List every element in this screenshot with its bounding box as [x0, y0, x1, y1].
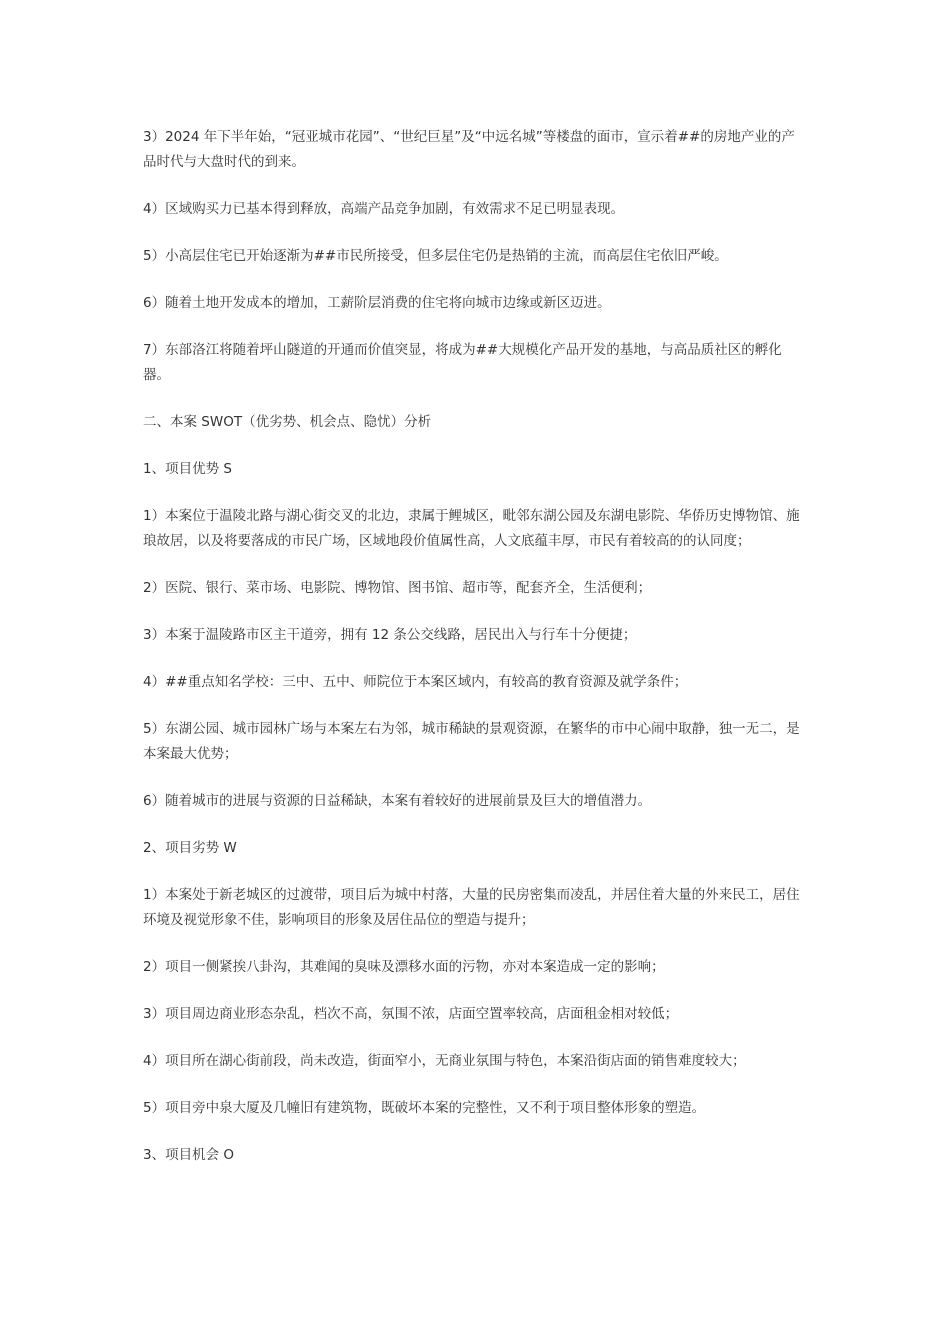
- strength-item-growth: 6）随着城市的进展与资源的日益稀缺，本案有着较好的进展前景及巨大的增值潜力。: [143, 793, 652, 809]
- subheading-strengths: 1、项目优势 S: [143, 461, 232, 477]
- document-body: [143, 125, 808, 1190]
- paragraph-mid-rise-housing: 5）小高层住宅已开始逐渐为##市民所接受，但多层住宅仍是热销的主流，而高层住宅依旧严峻。: [143, 248, 728, 264]
- strength-item-transport: 3）本案于温陵路市区主干道旁，拥有 12 条公交线路，居民出入与行车十分便捷；: [143, 627, 637, 643]
- weakness-item-ditch: 2）项目一侧紧挨八卦沟，其难闻的臭味及漂移水面的污物，亦对本案造成一定的影响；: [143, 959, 665, 975]
- paragraph-east-luojiang: 7）东部洛江将随着坪山隧道的开通而价值突显，将成为##大规模化产品开发的基地，与高品质社区的孵化器。: [143, 342, 782, 383]
- weakness-item-commerce: 3）项目周边商业形态杂乱，档次不高，氛围不浓，店面空置率较高，店面租金相对较低；: [143, 1006, 679, 1022]
- strength-item-facilities: 2）医院、银行、菜市场、电影院、博物馆、图书馆、超市等，配套齐全，生活便利；: [143, 580, 652, 596]
- strength-item-schools: 4）##重点知名学校：三中、五中、师院位于本案区域内，有较高的教育资源及就学条件；: [143, 674, 688, 690]
- section-heading-swot: 二、本案 SWOT（优劣势、机会点、隐忧）分析: [143, 414, 432, 430]
- paragraph-land-cost: 6）随着土地开发成本的增加，工薪阶层消费的住宅将向城市边缘或新区迈进。: [143, 295, 611, 311]
- subheading-weaknesses: 2、项目劣势 W: [143, 840, 237, 856]
- subheading-opportunities: 3、项目机会 O: [143, 1147, 235, 1163]
- paragraph-purchasing-power: 4）区域购买力已基本得到释放，高端产品竞争加剧，有效需求不足已明显表现。: [143, 201, 625, 217]
- paragraph-market-era: 3）2024 年下半年始，“冠亚城市花园”、“世纪巨星”及“中远名城”等楼盘的面市，宣示着##的房地产业的产品时代与大盘时代的到来。: [143, 129, 795, 170]
- strength-item-landscape: 5）东湖公园、城市园林广场与本案左右为邻，城市稀缺的景观资源，在繁华的市中心闹中取静，独一无二，是本案最大优势；: [143, 721, 800, 762]
- strength-item-location: 1）本案位于温陵北路与湖心街交叉的北边，隶属于鲤城区，毗邻东湖公园及东湖电影院、华侨历史博物馆、施琅故居，以及将要落成的市民广场，区域地段价值属性高，人文底蕴丰厚，市民有着较高的的认同度；: [143, 508, 800, 549]
- weakness-item-street: 4）项目所在湖心街前段，尚未改造，街面窄小，无商业氛围与特色，本案沿街店面的销售难度较大；: [143, 1053, 746, 1069]
- weakness-item-old-buildings: 5）项目旁中泉大厦及几幢旧有建筑物，既破坏本案的完整性，又不利于项目整体形象的塑造。: [143, 1100, 706, 1116]
- weakness-item-transition-zone: 1）本案处于新老城区的过渡带，项目后为城中村落，大量的民房密集而凌乱，并居住着大量的外来民工，居住环境及视觉形象不佳，影响项目的形象及居住品位的塑造与提升；: [143, 887, 800, 928]
